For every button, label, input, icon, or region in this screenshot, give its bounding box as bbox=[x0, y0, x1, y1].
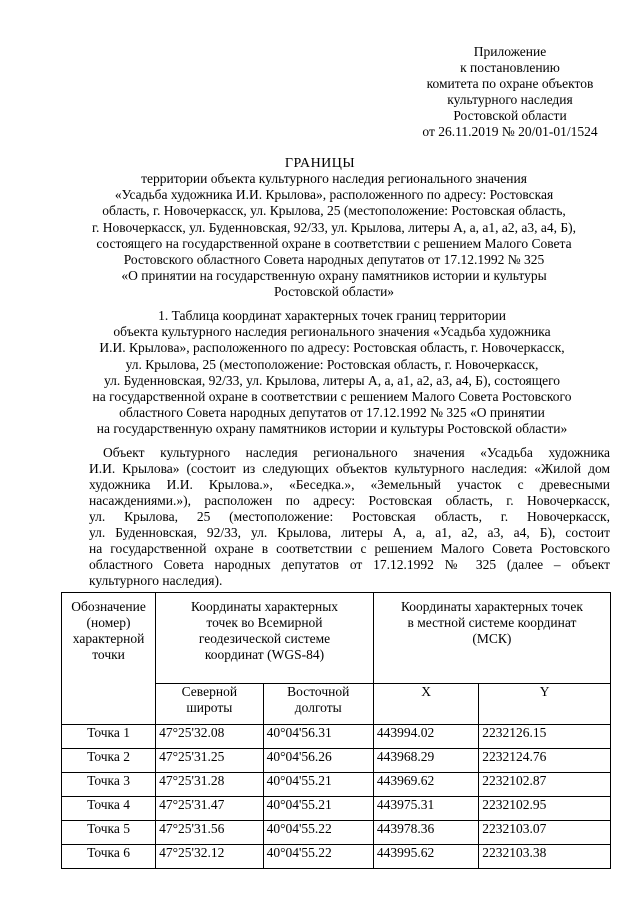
cell-longitude: 40°04'55.22 bbox=[263, 821, 373, 845]
document-subtitle bbox=[48, 171, 620, 301]
table-heading-line: ул. Буденновская, 92/33, ул. Крылова, литеры А, а, а1, а2, а3, а4, Б), состоящего bbox=[103, 372, 561, 388]
appendix-line: от 26.11.2019 № 20/01-01/1524 bbox=[422, 124, 598, 139]
paragraph-line: ул. Крылова, 25 (местоположение: Ростовская область, г. Новочеркасск, bbox=[89, 509, 610, 524]
cell-point: Точка 3 bbox=[62, 773, 156, 797]
header-text: широты bbox=[186, 700, 233, 715]
header-text: Координаты характерных bbox=[190, 599, 339, 614]
table-heading-line: на государственную охрану памятников истории и культуры Ростовской области» bbox=[96, 421, 568, 437]
cell-x: 443968.29 bbox=[373, 749, 478, 773]
cell-point: Точка 5 bbox=[62, 821, 156, 845]
cell-latitude: 47°25'32.12 bbox=[156, 845, 263, 869]
cell-x: 443975.31 bbox=[373, 797, 478, 821]
table-heading-line: областного Совета народных депутатов от 17.12.1992 № 325 «О принятии bbox=[119, 405, 545, 421]
appendix-line: культурного наследия bbox=[447, 92, 573, 107]
subtitle-line: Ростовского областного Совета народных депутатов от 17.12.1992 № 325 bbox=[123, 252, 545, 268]
header-text: точки bbox=[92, 647, 125, 662]
table-row bbox=[62, 725, 611, 749]
paragraph-line: И.И. Крылова» (состоит из следующих объектов культурного наследия: «Жилой дом bbox=[89, 461, 610, 476]
cell-y: 2232103.07 bbox=[479, 821, 611, 845]
table-heading-line: И.И. Крылова», расположенного по адресу: Ростовская область, г. Новочеркасск, bbox=[99, 340, 565, 356]
paragraph-line: культурного наследия). bbox=[89, 573, 223, 588]
header-text: (номер) bbox=[86, 615, 131, 630]
table-row bbox=[62, 797, 611, 821]
paragraph-line: Объект культурного наследия регионального значения «Усадьба художника bbox=[103, 445, 610, 460]
header-text: геодезической системе bbox=[198, 631, 331, 646]
header-text: Северной bbox=[181, 684, 238, 699]
cell-longitude: 40°04'55.21 bbox=[263, 773, 373, 797]
cell-point: Точка 1 bbox=[62, 725, 156, 749]
table-heading-line: объекта культурного наследия регионального значения «Усадьба художника bbox=[113, 324, 551, 340]
cell-longitude: 40°04'55.21 bbox=[263, 797, 373, 821]
appendix-line: Ростовской области bbox=[453, 108, 567, 123]
table-row bbox=[62, 749, 611, 773]
cell-x: 443994.02 bbox=[373, 725, 478, 749]
cell-longitude: 40°04'56.31 bbox=[263, 725, 373, 749]
cell-y: 2232102.95 bbox=[479, 797, 611, 821]
subtitle-line: «О принятии на государственную охрану памятников истории и культуры bbox=[121, 268, 547, 284]
paragraph-line: на государственной охране в соответствии с решением Малого Совета Ростовского bbox=[89, 541, 610, 556]
cell-latitude: 47°25'31.56 bbox=[156, 821, 263, 845]
cell-y: 2232103.38 bbox=[479, 845, 611, 869]
table-row bbox=[62, 821, 611, 845]
header-text: Обозначение bbox=[71, 599, 146, 614]
table-heading-line: ул. Крылова, 25 (местоположение: Ростовская область, г. Новочеркасск, bbox=[125, 356, 539, 372]
table-heading-line: 1. Таблица координат характерных точек границ территории bbox=[158, 308, 506, 323]
paragraph-line: художника И.И. Крылова.», «Беседка.», «Земельный участок с древесными bbox=[89, 477, 610, 492]
appendix-line: комитета по охране объектов bbox=[426, 76, 594, 91]
appendix-line: к постановлению bbox=[460, 60, 560, 75]
subtitle-line: Ростовской области» bbox=[273, 284, 395, 300]
subtitle-line: «Усадьба художника И.И. Крылова», расположенного по адресу: Ростовская bbox=[114, 187, 554, 203]
subtitle-line: территории объекта культурного наследия регионального значения bbox=[141, 171, 527, 186]
header-msk bbox=[373, 593, 610, 684]
cell-longitude: 40°04'56.26 bbox=[263, 749, 373, 773]
header-text: долготы bbox=[294, 700, 342, 715]
table-heading-line: на государственной охране в соответствии с решением Малого Совета Ростовского bbox=[92, 389, 572, 405]
cell-y: 2232124.76 bbox=[479, 749, 611, 773]
paragraph-line: насаждениями.»), расположен по адресу: Ростовская область, г. Новочеркасск, bbox=[89, 493, 610, 508]
cell-x: 443978.36 bbox=[373, 821, 478, 845]
subheader-y: Y bbox=[479, 684, 611, 725]
subheader-latitude bbox=[156, 684, 263, 725]
coordinates-table bbox=[61, 592, 611, 869]
cell-y: 2232102.87 bbox=[479, 773, 611, 797]
table-row bbox=[62, 773, 611, 797]
cell-point: Точка 2 bbox=[62, 749, 156, 773]
header-text: Координаты характерных точек bbox=[400, 599, 583, 614]
header-text: Восточной bbox=[287, 684, 350, 699]
table-header-row bbox=[62, 593, 611, 684]
cell-point: Точка 6 bbox=[62, 845, 156, 869]
header-text: точек во Всемирной bbox=[206, 615, 323, 630]
table-heading bbox=[46, 308, 618, 438]
cell-latitude: 47°25'31.47 bbox=[156, 797, 263, 821]
header-text: в местной системе координат bbox=[407, 615, 577, 630]
appendix-line: Приложение bbox=[473, 44, 547, 59]
cell-longitude: 40°04'55.22 bbox=[263, 845, 373, 869]
paragraph-line: ул. Буденновская, 92/33, ул. Крылова, литеры А, а, а1, а2, а3, а4, Б), состоит bbox=[89, 525, 610, 540]
header-designation bbox=[62, 593, 156, 725]
subtitle-line: г. Новочеркасск, ул. Буденновская, 92/33, ул. Крылова, литеры А, а, а1, а2, а3, а4, Б), bbox=[91, 219, 576, 235]
header-wgs84 bbox=[156, 593, 374, 684]
subtitle-line: состоящего на государственной охране в соответствии с решением Малого Совета bbox=[96, 235, 572, 251]
cell-x: 443969.62 bbox=[373, 773, 478, 797]
header-text: характерной bbox=[72, 631, 145, 646]
paragraph-line: областного Совета народных депутатов от 17.12.1992 № 325 (далее – объект bbox=[89, 557, 610, 572]
cell-y: 2232126.15 bbox=[479, 725, 611, 749]
table-row bbox=[62, 845, 611, 869]
cell-x: 443995.62 bbox=[373, 845, 478, 869]
subheader-x: X bbox=[373, 684, 478, 725]
header-text: (МСК) bbox=[472, 631, 512, 646]
appendix-block bbox=[390, 44, 630, 140]
subtitle-line: область, г. Новочеркасск, ул. Крылова, 25 (местоположение: Ростовская область, bbox=[102, 203, 566, 219]
cell-point: Точка 4 bbox=[62, 797, 156, 821]
cell-latitude: 47°25'31.25 bbox=[156, 749, 263, 773]
cell-latitude: 47°25'31.28 bbox=[156, 773, 263, 797]
document-title: ГРАНИЦЫ bbox=[284, 156, 356, 171]
subheader-longitude bbox=[263, 684, 373, 725]
cell-latitude: 47°25'32.08 bbox=[156, 725, 263, 749]
header-text: координат (WGS-84) bbox=[204, 647, 325, 662]
